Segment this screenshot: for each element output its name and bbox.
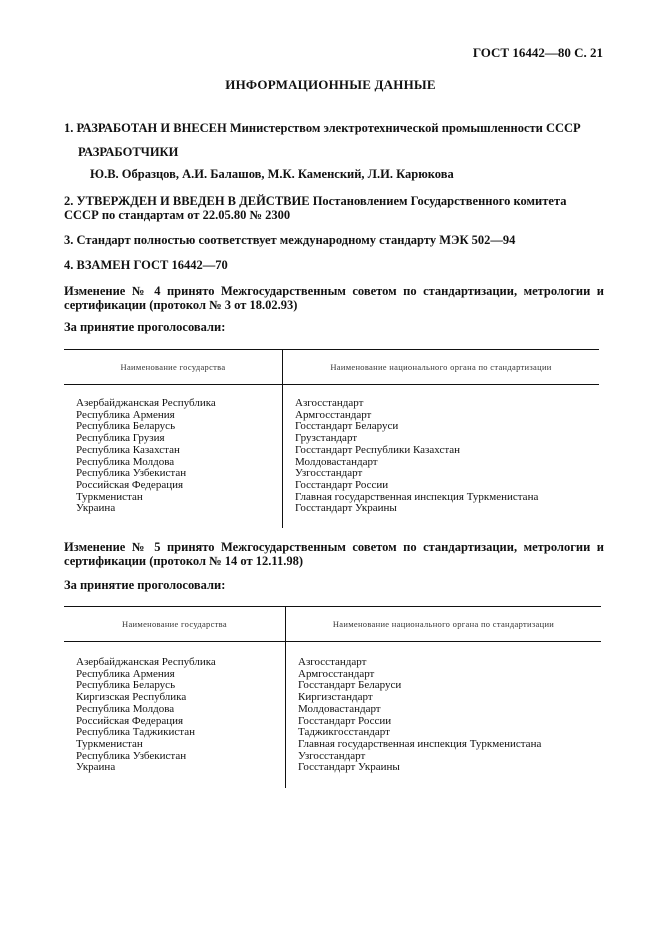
standards-body-name: Молдовастандарт xyxy=(298,702,381,715)
item-2-text: Постановлением Государственного комитета СССР по стандартам от 22.05.80 № 2300 xyxy=(64,194,567,222)
state-name: Республика Грузия xyxy=(76,432,165,445)
change-4-col-body: Наименование национального органа по стандартизации xyxy=(283,350,600,385)
item-1-heading: 1. РАЗРАБОТАН И ВНЕСЕН xyxy=(64,121,227,135)
standards-body-name: Азгосстандарт xyxy=(298,656,367,668)
change-4-table xyxy=(64,349,599,528)
state-name: Российская Федерация xyxy=(76,478,184,491)
state-name: Республика Молдова xyxy=(76,455,175,468)
standards-body-name: Молдовастандарт xyxy=(295,455,378,468)
standards-body-name: Азгосстандарт xyxy=(295,397,364,409)
standards-body-name: Госстандарт Беларуси xyxy=(298,679,402,692)
developers-label: РАЗРАБОТЧИКИ xyxy=(78,145,179,159)
standards-body-name: Таджикгосстандарт xyxy=(298,726,390,739)
state-name: Киргизская Республика xyxy=(76,691,187,704)
state-name: Азербайджанская Республика xyxy=(76,397,216,409)
state-name: Республика Таджикистан xyxy=(76,726,195,739)
change-5-col-state: Наименование государства xyxy=(64,607,286,642)
page-title: ИНФОРМАЦИОННЫЕ ДАННЫЕ xyxy=(225,77,436,92)
standards-body-name: Главная государственная инспекция Туркменистана xyxy=(295,490,539,503)
standards-body-name: Узгосстандарт xyxy=(295,467,363,480)
change-4-voted-label: За принятие проголосовали: xyxy=(64,320,226,334)
state-name: Туркменистан xyxy=(76,737,143,750)
item-1 xyxy=(64,121,604,135)
state-name: Республика Казахстан xyxy=(76,443,180,456)
developers-list: Ю.В. Образцов, А.И. Балашов, М.К. Каменский, Л.И. Карюкова xyxy=(90,167,454,181)
item-3: 3. Стандарт полностью соответствует международному стандарту МЭК 502—94 xyxy=(64,233,516,247)
change-4-bodies xyxy=(295,398,599,515)
state-name: Туркменистан xyxy=(76,490,143,503)
change-4-states xyxy=(76,398,282,515)
standards-body-name: Киргизстандарт xyxy=(298,691,373,704)
change-5-col-body: Наименование национального органа по стандартизации xyxy=(286,607,602,642)
item-4: 4. ВЗАМЕН ГОСТ 16442—70 xyxy=(64,258,228,272)
standards-body-name: Узгосстандарт xyxy=(298,749,366,762)
item-1-text: Министерством электротехнической промышленности СССР xyxy=(226,121,581,135)
item-2 xyxy=(64,194,604,222)
state-name: Республика Узбекистан xyxy=(76,467,187,480)
standards-body-name: Главная государственная инспекция Туркменистана xyxy=(298,737,542,750)
standards-body-name: Госстандарт Украины xyxy=(298,761,400,774)
change-5-table xyxy=(64,606,601,788)
state-name: Украина xyxy=(76,502,116,515)
change-4-text: Изменение № 4 принято Межгосударственным советом по стандартизации, метрологии и сертификации (протокол № 3 от 18.02.93) xyxy=(64,284,604,312)
state-name: Республика Армения xyxy=(76,408,175,421)
standards-body-name: Госстандарт Украины xyxy=(295,502,397,515)
page-header: ГОСТ 16442—80 С. 21 xyxy=(472,45,603,60)
change-5-bodies xyxy=(298,657,601,774)
state-name: Российская Федерация xyxy=(76,714,184,727)
change-5-states xyxy=(76,657,285,774)
state-name: Республика Беларусь xyxy=(76,679,176,692)
item-2-heading: 2. УТВЕРЖДЕН И ВВЕДЕН В ДЕЙСТВИЕ xyxy=(64,194,310,208)
state-name: Республика Армения xyxy=(76,667,175,680)
standards-body-name: Госстандарт Республики Казахстан xyxy=(295,443,461,456)
state-name: Республика Узбекистан xyxy=(76,749,187,762)
state-name: Азербайджанская Республика xyxy=(76,656,216,668)
change-4-col-state: Наименование государства xyxy=(64,350,283,385)
standards-body-name: Армгосстандарт xyxy=(295,408,372,421)
standards-body-name: Госстандарт России xyxy=(295,478,389,491)
state-name: Республика Молдова xyxy=(76,702,175,715)
standards-body-name: Госстандарт России xyxy=(298,714,392,727)
state-name: Украина xyxy=(76,761,116,774)
standards-body-name: Госстандарт Беларуси xyxy=(295,420,399,433)
change-5-text: Изменение № 5 принято Межгосударственным советом по стандартизации, метрологии и сертификации (протокол № 14 от 12.11.98) xyxy=(64,540,604,568)
change-5-voted-label: За принятие проголосовали: xyxy=(64,578,226,592)
state-name: Республика Беларусь xyxy=(76,420,176,433)
standards-body-name: Армгосстандарт xyxy=(298,667,375,680)
standards-body-name: Грузстандарт xyxy=(295,432,358,445)
